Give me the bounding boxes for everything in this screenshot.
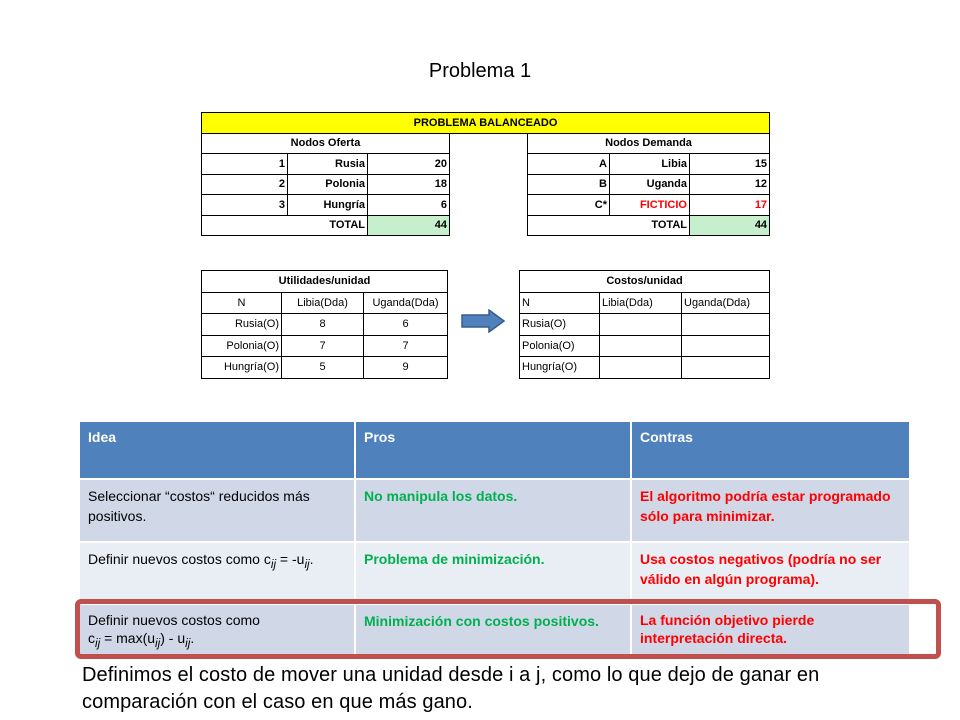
table-row xyxy=(80,479,910,542)
row-label: Rusia(O) xyxy=(202,314,282,336)
utilities-title: Utilidades/unidad xyxy=(202,271,448,293)
con-text: El algoritmo podría estar programado sólo para minimizar. xyxy=(631,479,910,542)
row-label: Rusia(O) xyxy=(520,314,600,336)
idea-text-part: . xyxy=(190,630,195,646)
table-row xyxy=(520,357,770,379)
utilities-table xyxy=(201,270,448,379)
table-row xyxy=(202,174,770,195)
row-label: Polonia(O) xyxy=(202,335,282,357)
utility-value: 9 xyxy=(364,357,448,379)
idea-text-part: = -u xyxy=(276,551,305,567)
row-label: Hungría(O) xyxy=(202,357,282,379)
column-header: Libia(Dda) xyxy=(282,292,364,314)
costs-header-row xyxy=(520,292,770,314)
empty-cell xyxy=(682,357,770,379)
balanced-problem-table xyxy=(201,112,770,236)
table-row xyxy=(80,604,910,660)
dummy-demand-qty: 17 xyxy=(690,195,770,216)
subscript: ij xyxy=(185,636,191,650)
empty-cell xyxy=(600,357,682,379)
demand-qty: 15 xyxy=(690,154,770,175)
supply-name: Polonia xyxy=(288,174,368,195)
pro-text: No manipula los datos. xyxy=(355,479,631,542)
balanced-title-row xyxy=(202,113,770,134)
utility-value: 8 xyxy=(282,314,364,336)
demand-letter: A xyxy=(528,154,610,175)
column-header: Libia(Dda) xyxy=(600,292,682,314)
idea-text-part: Definir nuevos costos como c xyxy=(88,551,271,567)
row-label: Hungría(O) xyxy=(520,357,600,379)
supply-qty: 18 xyxy=(368,174,450,195)
supply-number: 2 xyxy=(202,174,288,195)
idea-text-part: c xyxy=(88,630,95,646)
totals-row xyxy=(202,215,770,236)
idea-text xyxy=(80,542,355,604)
supply-qty: 6 xyxy=(368,195,450,216)
utilities-header-row xyxy=(202,292,448,314)
idea-text: Seleccionar “costos“ reducidos más positivos. xyxy=(80,479,355,542)
supply-name: Hungría xyxy=(288,195,368,216)
row-label: Polonia(O) xyxy=(520,335,600,357)
gap-cell xyxy=(450,215,528,236)
demand-total-value: 44 xyxy=(690,215,770,236)
table-row xyxy=(202,335,448,357)
column-header-contras: Contras xyxy=(631,422,910,479)
gap-cell xyxy=(450,154,528,175)
pro-text: Minimización con costos positivos. xyxy=(355,604,631,660)
ideas-pros-cons-table xyxy=(80,422,911,661)
supply-total-value: 44 xyxy=(368,215,450,236)
gap-cell xyxy=(450,133,528,154)
empty-cell xyxy=(600,314,682,336)
balanced-title: PROBLEMA BALANCEADO xyxy=(202,113,770,134)
pro-text: Problema de minimización. xyxy=(355,542,631,604)
table-row xyxy=(202,195,770,216)
balanced-section-headers xyxy=(202,133,770,154)
con-text: La función objetivo pierde interpretación directa. xyxy=(631,604,910,660)
demand-total-label: TOTAL xyxy=(528,215,690,236)
column-header-idea: Idea xyxy=(80,422,355,479)
column-header: N xyxy=(520,292,600,314)
demand-qty: 12 xyxy=(690,174,770,195)
empty-cell xyxy=(682,335,770,357)
idea-text-part: Definir nuevos costos como xyxy=(88,612,260,628)
utility-value: 6 xyxy=(364,314,448,336)
utility-value: 7 xyxy=(282,335,364,357)
con-text: Usa costos negativos (podría no ser válido en algún programa). xyxy=(631,542,910,604)
demand-header: Nodos Demanda xyxy=(528,133,770,154)
costs-title: Costos/unidad xyxy=(520,271,770,293)
column-header: N xyxy=(202,292,282,314)
empty-cell xyxy=(682,314,770,336)
demand-name: Libia xyxy=(610,154,690,175)
column-header-pros: Pros xyxy=(355,422,631,479)
supply-total-label: TOTAL xyxy=(202,215,368,236)
table-row xyxy=(520,314,770,336)
supply-number: 3 xyxy=(202,195,288,216)
supply-header: Nodos Oferta xyxy=(202,133,450,154)
subscript: ij xyxy=(270,557,277,571)
empty-cell xyxy=(600,335,682,357)
table-row xyxy=(202,357,448,379)
supply-number: 1 xyxy=(202,154,288,175)
supply-name: Rusia xyxy=(288,154,368,175)
dummy-demand-name: FICTICIO xyxy=(610,195,690,216)
utility-value: 7 xyxy=(364,335,448,357)
table-row xyxy=(520,335,770,357)
subscript: ij xyxy=(155,636,161,650)
gap-cell xyxy=(450,174,528,195)
conclusion-text: Definimos el costo de mover una unidad desde i a j, como lo que dejo de ganar en comparación con el caso en que más gano. xyxy=(82,664,820,713)
table-row xyxy=(80,542,910,604)
slide-title: Problema 1 xyxy=(428,60,532,82)
costs-table xyxy=(519,270,770,379)
idea-text-part: = max(u xyxy=(100,630,156,646)
right-arrow-icon xyxy=(461,309,505,333)
idea-text-part: . xyxy=(309,551,314,567)
idea-text-part: ) - u xyxy=(160,630,186,646)
demand-name: Uganda xyxy=(610,174,690,195)
subscript: ij xyxy=(95,636,101,650)
ideas-header-row xyxy=(80,422,910,479)
idea-text xyxy=(80,604,355,660)
supply-qty: 20 xyxy=(368,154,450,175)
utility-value: 5 xyxy=(282,357,364,379)
subscript: ij xyxy=(304,557,310,571)
table-row xyxy=(202,314,448,336)
table-row xyxy=(202,154,770,175)
demand-letter: B xyxy=(528,174,610,195)
column-header: Uganda(Dda) xyxy=(682,292,770,314)
column-header: Uganda(Dda) xyxy=(364,292,448,314)
demand-letter: C* xyxy=(528,195,610,216)
gap-cell xyxy=(450,195,528,216)
